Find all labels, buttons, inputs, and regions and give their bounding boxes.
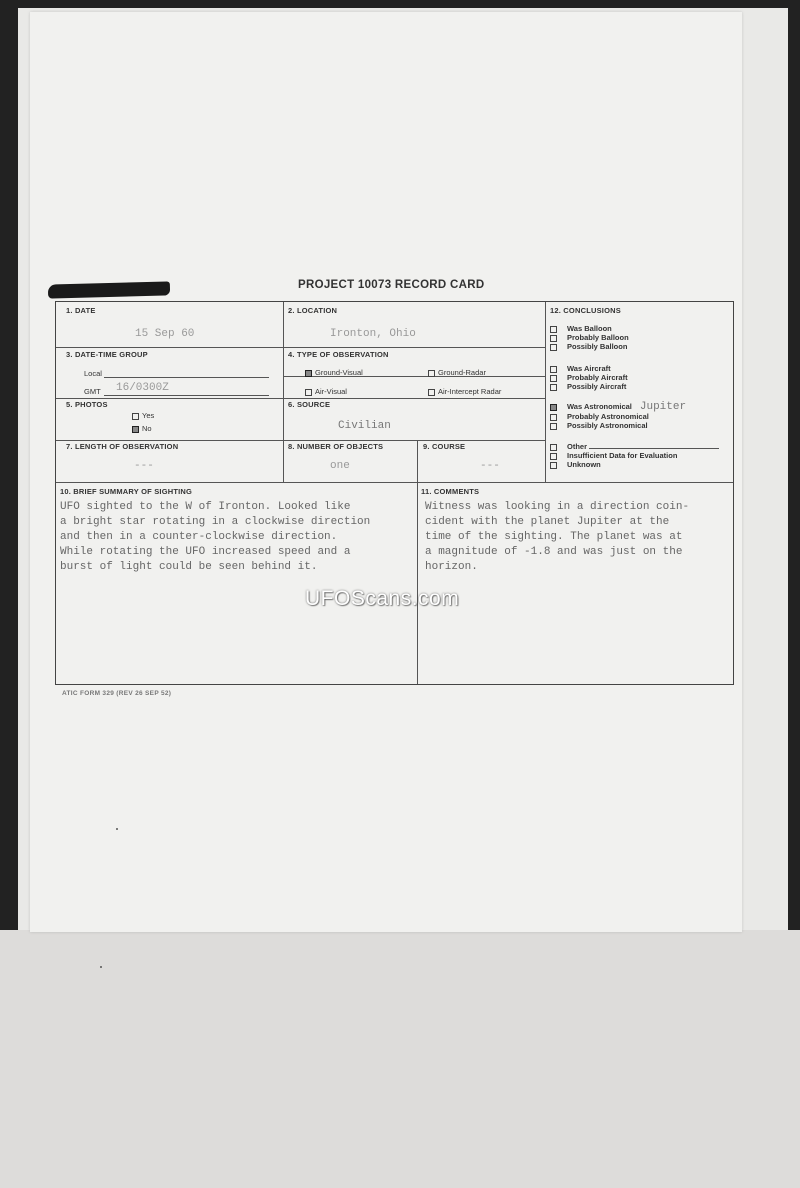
summary-line: a bright star rotating in a clockwise direction — [60, 516, 371, 528]
gmt-value: 16/0300Z — [116, 382, 169, 394]
grid-line — [56, 482, 733, 483]
checkbox-icon — [550, 444, 557, 451]
course-value: --- — [480, 460, 500, 472]
location-value: Ironton, Ohio — [330, 328, 416, 340]
conclusion-text: Possibly Aircraft — [567, 382, 627, 391]
grid-line — [283, 302, 284, 482]
grid-line — [56, 347, 545, 348]
source-value: Civilian — [338, 420, 391, 432]
checkbox-icon — [550, 414, 557, 421]
conclusion-text: Probably Aircraft — [567, 373, 628, 382]
conclusions-aircraft-group — [550, 364, 628, 391]
checkbox-icon — [305, 389, 312, 396]
conclusion-text: Was Aircraft — [567, 364, 611, 373]
conclusion-item — [550, 342, 629, 351]
length-value: --- — [134, 460, 154, 472]
conclusions-astronomical-group — [550, 402, 686, 430]
length-label: 7. LENGTH OF OBSERVATION — [66, 442, 179, 451]
checkbox-icon — [550, 375, 557, 382]
conclusions-balloon-group — [550, 324, 629, 351]
comments-line: time of the sighting. The planet was at — [425, 531, 683, 543]
card-title: PROJECT 10073 RECORD CARD — [298, 279, 485, 291]
conclusion-item — [550, 324, 629, 333]
conclusion-text: Possibly Balloon — [567, 342, 628, 351]
summary-label: 10. BRIEF SUMMARY OF SIGHTING — [60, 487, 193, 496]
grid-line — [417, 440, 418, 684]
comments-line: horizon. — [425, 561, 478, 573]
dtg-label: 3. DATE-TIME GROUP — [66, 350, 148, 359]
type-option-ground-radar — [428, 368, 486, 377]
objects-label: 8. NUMBER OF OBJECTS — [288, 442, 384, 451]
checkbox-icon — [550, 423, 557, 430]
checkbox-icon — [305, 370, 312, 377]
conclusion-text: Probably Astronomical — [567, 412, 649, 421]
conclusion-item — [550, 451, 719, 460]
checkbox-icon — [550, 384, 557, 391]
grid-line — [56, 398, 545, 399]
grid-line — [545, 302, 546, 482]
checkbox-icon — [132, 426, 139, 433]
conclusion-item — [550, 364, 628, 373]
type-option-ground-visual — [305, 368, 363, 377]
conclusion-item — [550, 421, 686, 430]
checkbox-icon — [550, 344, 557, 351]
conclusion-item — [550, 382, 628, 391]
summary-text — [60, 500, 370, 575]
other-line — [589, 448, 719, 449]
option-text: Air-Intercept Radar — [438, 387, 502, 396]
type-label: 4. TYPE OF OBSERVATION — [288, 350, 389, 359]
handwritten-note: Jupiter — [639, 401, 687, 413]
comments-line: a magnitude of -1.8 and was just on the — [425, 546, 683, 558]
option-text: Ground-Visual — [315, 368, 363, 377]
summary-line: and then in a counter-clockwise direction. — [60, 531, 338, 543]
comments-line: cident with the planet Jupiter at the — [425, 516, 670, 528]
course-label: 9. COURSE — [423, 442, 466, 451]
comments-text — [425, 500, 689, 575]
photos-no — [132, 424, 152, 433]
option-text: Air-Visual — [315, 387, 347, 396]
date-label: 1. DATE — [66, 306, 96, 315]
conclusion-text: Other — [567, 442, 588, 451]
checkbox-icon — [550, 366, 557, 373]
conclusion-text: Was Balloon — [567, 324, 612, 333]
conclusion-item — [550, 333, 629, 342]
conclusion-item — [550, 460, 719, 469]
form-number: ATIC FORM 329 (REV 26 SEP 52) — [62, 690, 172, 697]
objects-value: one — [330, 460, 350, 472]
location-label: 2. LOCATION — [288, 306, 338, 315]
checkbox-icon — [550, 453, 557, 460]
conclusion-text: Possibly Astronomical — [567, 421, 648, 430]
checkbox-icon — [550, 462, 557, 469]
type-option-air-visual — [305, 387, 347, 396]
grid-line — [56, 440, 545, 441]
gmt-label: GMT — [84, 387, 101, 396]
scan-speck — [100, 966, 102, 968]
conclusion-text: Was Astronomical — [567, 402, 632, 411]
lower-page-area — [0, 930, 800, 1188]
option-text: Yes — [142, 411, 155, 420]
comments-line: Witness was looking in a direction coin- — [425, 501, 690, 513]
scan-speck — [116, 828, 118, 830]
conclusions-label: 12. CONCLUSIONS — [550, 306, 621, 315]
local-line — [104, 377, 269, 378]
photos-yes — [132, 411, 154, 420]
checkbox-icon — [428, 389, 435, 396]
local-label: Local — [84, 369, 102, 378]
conclusions-other-group — [550, 442, 719, 469]
source-label: 6. SOURCE — [288, 400, 331, 409]
conclusion-item — [550, 402, 686, 412]
checkbox-icon — [428, 370, 435, 377]
comments-label: 11. COMMENTS — [421, 487, 480, 496]
conclusion-text: Unknown — [567, 460, 601, 469]
conclusion-item — [550, 373, 628, 382]
option-text: Ground-Radar — [438, 368, 486, 377]
type-option-air-intercept-radar — [428, 387, 501, 396]
summary-line: UFO sighted to the W of Ironton. Looked like — [60, 501, 351, 513]
checkbox-icon — [550, 335, 557, 342]
photos-label: 5. PHOTOS — [66, 400, 108, 409]
gmt-line — [104, 395, 269, 396]
checkbox-icon — [550, 404, 557, 411]
conclusion-item — [550, 412, 686, 421]
watermark: UFOScans.com — [305, 587, 460, 610]
option-text: No — [142, 424, 152, 433]
summary-line: While rotating the UFO increased speed and a — [60, 546, 351, 558]
conclusion-item — [550, 442, 719, 451]
date-value: 15 Sep 60 — [135, 328, 195, 340]
checkbox-icon — [550, 326, 557, 333]
summary-line: burst of light could be seen behind it. — [60, 561, 318, 573]
checkbox-icon — [132, 413, 139, 420]
conclusion-text: Probably Balloon — [567, 333, 629, 342]
conclusion-text: Insufficient Data for Evaluation — [567, 451, 678, 460]
